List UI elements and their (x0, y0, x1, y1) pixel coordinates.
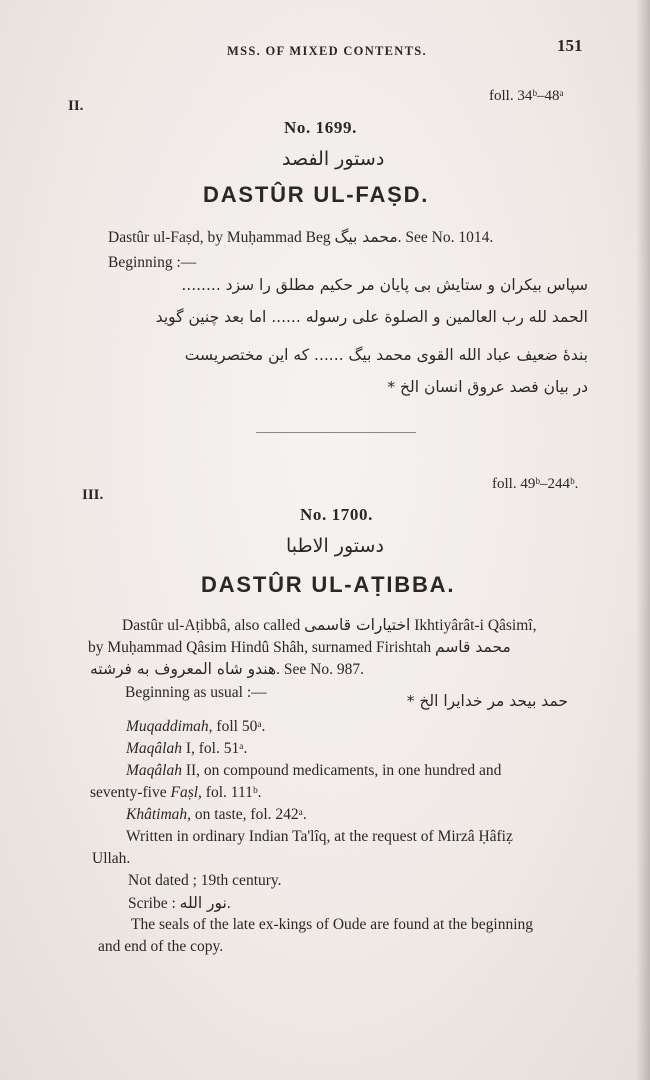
work-title: DASTÛR UL-FAṢD. (203, 182, 430, 207)
section-term: Khâtimah (126, 806, 188, 823)
description-text: Dastûr ul-Faṣd, by Muḥammad Beg (108, 229, 331, 246)
section-term: Muqaddimah (126, 718, 209, 735)
contents-line (126, 740, 247, 758)
scribe-name: نور الله (179, 894, 227, 912)
persian-text-line: الحمد لله رب العالمین و الصلوة علی رسوله ...... اما بعد چنین گوید (155, 308, 588, 326)
contents-line (90, 784, 262, 802)
description-line (90, 660, 364, 679)
description-line (88, 638, 511, 657)
date-note: Not dated ; 19th century. (128, 872, 282, 889)
persian-title: دستور الاطبا (286, 535, 384, 557)
persian-name: هندو شاه المعروف به فرشته (90, 660, 277, 678)
scribe-label: Scribe : (128, 895, 176, 912)
contents-line (126, 762, 501, 780)
folio-ref: , on taste, fol. 242ᵃ. (187, 806, 307, 823)
persian-text-line: بندهٔ ضعیف عباد الله القوی محمد بیگ ...... که این مختصریست (184, 346, 588, 364)
page-edge-shadow (636, 0, 650, 1080)
folio-ref: , foll 50ᵃ. (208, 718, 266, 735)
contents-line (126, 806, 307, 824)
persian-name: محمد بیگ (334, 228, 398, 246)
page-number: 151 (557, 36, 583, 55)
description-line (108, 228, 493, 247)
persian-text-line: حمد بیحد مر خدایرا الخ * (406, 692, 568, 710)
description-text: Dastûr ul-Aṭibbâ, also called (122, 617, 301, 634)
section-number: II. (68, 98, 84, 114)
folio-ref: , fol. 111ᵇ. (198, 784, 262, 801)
persian-text-line: در بیان فصد عروق انسان الخ * (387, 378, 588, 396)
manuscript-number: No. 1699. (284, 118, 357, 137)
section-term: Maqâlah (126, 740, 182, 757)
section-term: Faṣl (170, 784, 199, 801)
folio-range: foll. 49ᵇ–244ᵇ. (492, 476, 579, 492)
cross-reference: . See No. 1014. (397, 229, 494, 246)
persian-name: محمد قاسم (435, 638, 511, 656)
description-line (122, 616, 536, 635)
seals-note: and end of the copy. (98, 938, 224, 955)
manuscript-number: No. 1700. (300, 505, 373, 524)
section-term: Maqâlah (126, 762, 182, 779)
scribe-period: . (226, 895, 231, 912)
persian-text-line: سپاس بیکران و ستایش بی پایان مر حکیم مطلق را سزد ........ (181, 276, 588, 294)
written-note: Written in ordinary Indian Ta'lîq, at the request of Mirzâ Ḥâfiẓ (126, 828, 513, 845)
contents-line (126, 718, 265, 736)
written-note: Ullah. (92, 850, 131, 867)
description-text: by Muḥammad Qâsim Hindû Shâh, surnamed Firishtah (88, 639, 432, 656)
contents-text: II, on compound medicaments, in one hundred and (181, 762, 502, 779)
contents-text: seventy-five (90, 784, 171, 801)
beginning-label: Beginning :— (108, 254, 197, 271)
scribe-line (128, 894, 231, 913)
section-number: III. (82, 487, 104, 503)
folio-range: foll. 34ᵇ–48ᵃ (489, 88, 564, 104)
section-divider (256, 432, 416, 433)
persian-name: اختیارات قاسمی (304, 616, 411, 634)
running-title: MSS. OF MIXED CONTENTS. (227, 44, 427, 58)
beginning-label: Beginning as usual :— (125, 684, 267, 701)
persian-title: دستور الفصد (282, 148, 385, 170)
work-title: DASTÛR UL-AṬIBBA. (201, 572, 456, 597)
seals-note: The seals of the late ex-kings of Oude are found at the beginning (131, 916, 534, 933)
transliteration: Ikhtiyârât-i Qâsimî, (414, 617, 537, 634)
folio-ref: I, fol. 51ᵃ. (181, 740, 248, 757)
cross-reference: . See No. 987. (276, 661, 364, 678)
